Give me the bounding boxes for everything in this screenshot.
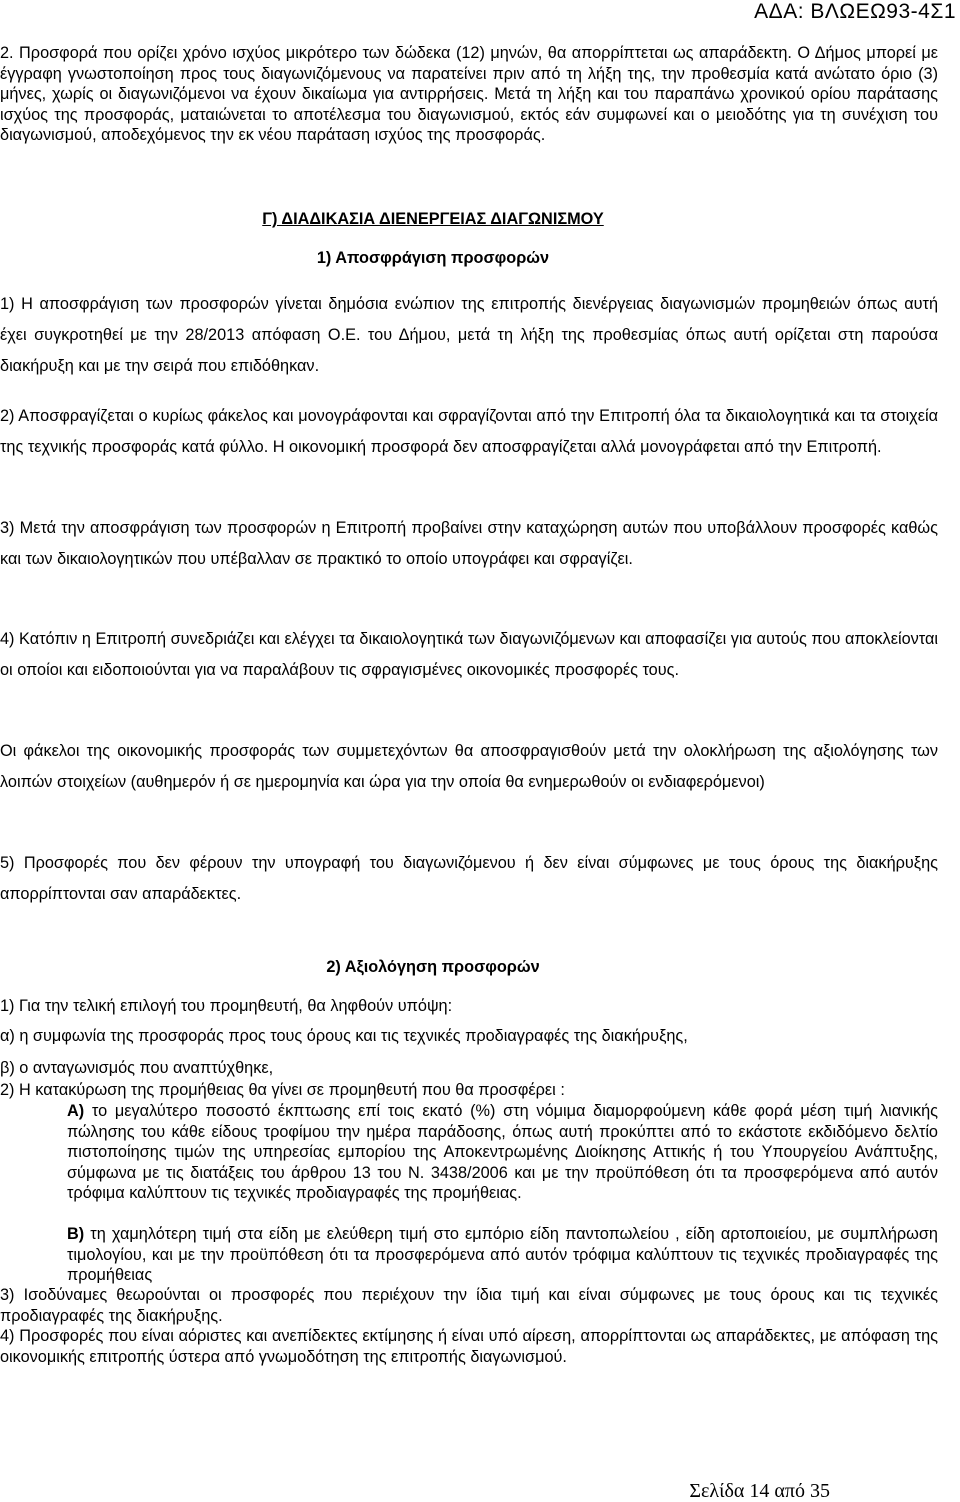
intro-paragraph: 2. Προσφορά που ορίζει χρόνο ισχύος μικρότερο των δώδεκα (12) μηνών, θα απορρίπτεται ως απαράδεκτη. Ο Δήμος μπορεί με έγγραφη γνωστοποίηση προς τους διαγωνιζόμενους να παρατείνει πριν από τη λήξη της, την προθεσμία κατά ανώτατο όριο (3) μήνες, χωρίς οι διαγωνιζόμενοι να έχουν δικαίωμα για αντιρρήσεις. Μετά τη λήξη και του παραπάνω χρονικού ορίου παράτασης ισχύος της προσφοράς, ματαιώνεται το αποτέλεσμα του διαγωνισμού, εκτός εάν συμφωνεί και ο μειοδότης για τη συνέχιση του διαγωνισμού, αποδεχόμενος την εκ νέου παράταση ισχύος της προσφοράς.: [0, 44, 938, 145]
page-number: Σελίδα 14 από 35: [689, 1480, 830, 1502]
closing-paragraph-3: 3) Ισοδύναμες θεωρούνται οι προσφορές που περιέχουν την ίδια τιμή και είναι σύμφωνες με τους όρους και τις τεχνικές προδιαγραφές της διακήρυξης.: [0, 1286, 938, 1325]
criterion-b-label: Β): [67, 1225, 85, 1243]
paragraph-unsealing-2: 2) Αποσφραγίζεται ο κυρίως φάκελος και μονογράφονται και σφραγίζονται από την Επιτροπή όλα τα δικαιολογητικά και τα στοιχεία της τεχνικής προσφοράς κατά φύλλο. Η οικονομική προσφορά δεν αποσφραγίζεται αλλά μονογράφεται από την Επιτροπή.: [0, 407, 938, 456]
paragraph-unsealing-5: 5) Προσφορές που δεν φέρουν την υπογραφή του διαγωνιζόμενου ή δεν είναι σύμφωνες με τους όρους της διακήρυξης απορρίπτονται σαν απαράδεκτες.: [0, 854, 938, 903]
section-heading: [0, 208, 866, 230]
criterion-a-text: το μεγαλύτερο ποσοστό έκπτωσης επί τοις εκατό (%) στη νόμιμα διαμορφούμενη κάθε φορά μέση τιμή λιανικής πώλησης του κάθε είδους τροφίμου την ημέρα παράδοσης, όπως αυτή προκύπτει από το εκάστοτε εκδιδόμενο δελτίο πιστοποίησης τιμών της υπηρεσίας εμπορίου της Αποκεντρωμένης Διοίκησης Αττικής ή του Υπουργείου Ανάπτυξης, σύμφωνα με τις διατάξεις του άρθρου 13 του Ν. 3438/2006 και με την προϋπόθεση ότι τα προσφερόμενα από αυτόν τρόφιμα καλύπτουν τις τεχνικές προδιαγραφές της προμήθειας.: [67, 1102, 938, 1203]
subsection-heading-unsealing: 1) Αποσφράγιση προσφορών: [316, 249, 550, 267]
closing-paragraph-4: 4) Προσφορές που είναι αόριστες και ανεπίδεκτες εκτίμησης ή είναι υπό αίρεση, απορρίπτονται ως απαράδεκτες, με απόφαση της οικονομικής επιτροπής ύστερα από γνωμοδότηση της επιτροπής διαγωνισμού.: [0, 1327, 938, 1366]
evaluation-line-b: β) ο ανταγωνισμός που αναπτύχθηκε,: [0, 1059, 274, 1077]
evaluation-line-2: 2) Η κατακύρωση της προμήθειας θα γίνει σε προμηθευτή που θα προσφέρει :: [0, 1081, 565, 1099]
subsection-heading-evaluation: 2) Αξιολόγηση προσφορών: [326, 958, 540, 976]
paragraph-unsealing-1: 1) Η αποσφράγιση των προσφορών γίνεται δημόσια ενώπιον της επιτροπής διενέργειας διαγωνισμών προμηθειών όπως αυτή έχει συγκροτηθεί με την 28/2013 απόφαση Ο.Ε. του Δήμου, μετά τη λήξη της προθεσμίας όπως αυτή ορίζεται στη παρούσα διακήρυξη και με την σειρά που επιδόθηκαν.: [0, 295, 938, 375]
criterion-b: [67, 1224, 938, 1286]
evaluation-line-1: 1) Για την τελική επιλογή του προμηθευτή, θα ληφθούν υπόψη:: [0, 997, 453, 1015]
paragraph-financial-envelopes: Οι φάκελοι της οικονομικής προσφοράς των συμμετεχόντων θα αποσφραγισθούν μετά την ολοκλήρωση της αξιολόγησης των λοιπών στοιχείων (αυθημερόν ή σε ημερομηνία και ώρα για την οποία θα ενημερωθούν οι ενδιαφερόμενοι): [0, 742, 938, 791]
criterion-a: [67, 1101, 938, 1204]
section-heading-text: Γ) ΔΙΑΔΙΚΑΣΙΑ ΔΙΕΝΕΡΓΕΙΑΣ ΔΙΑΓΩΝΙΣΜΟΥ: [262, 210, 604, 228]
paragraph-unsealing-4: 4) Κατόπιν η Επιτροπή συνεδριάζει και ελέγχει τα δικαιολογητικά των διαγωνιζόμενων και αποφασίζει για αυτούς που αποκλείονται οι οποίοι και ειδοποιούνται για να παραλάβουν τις σφραγισμένες οικονομικές προσφορές τους.: [0, 630, 938, 679]
criterion-b-text: τη χαμηλότερη τιμή στα είδη με ελεύθερη τιμή στο εμπόριο είδη παντοπωλείου , είδη αρτοποιείου, με συμπλήρωση τιμολογίου, και με την προϋπόθεση ότι τα προσφερόμενα από αυτόν τρόφιμα καλύπτουν τις τεχνικές προδιαγραφές της προμήθειας: [67, 1225, 938, 1285]
ada-code: ΑΔΑ: ΒΛΩΕΩ93-4Σ1: [754, 0, 956, 23]
evaluation-line-a: α) η συμφωνία της προσφοράς προς τους όρους και τις τεχνικές προδιαγραφές της διακήρυξης,: [0, 1027, 688, 1045]
paragraph-unsealing-3: 3) Μετά την αποσφράγιση των προσφορών η Επιτροπή προβαίνει στην καταχώρηση αυτών που υποβάλλουν προσφορές καθώς και των δικαιολογητικών που υπέβαλλαν σε πρακτικό το οποίο υπογράφει και σφραγίζει.: [0, 519, 938, 568]
criterion-a-label: Α): [67, 1102, 85, 1120]
